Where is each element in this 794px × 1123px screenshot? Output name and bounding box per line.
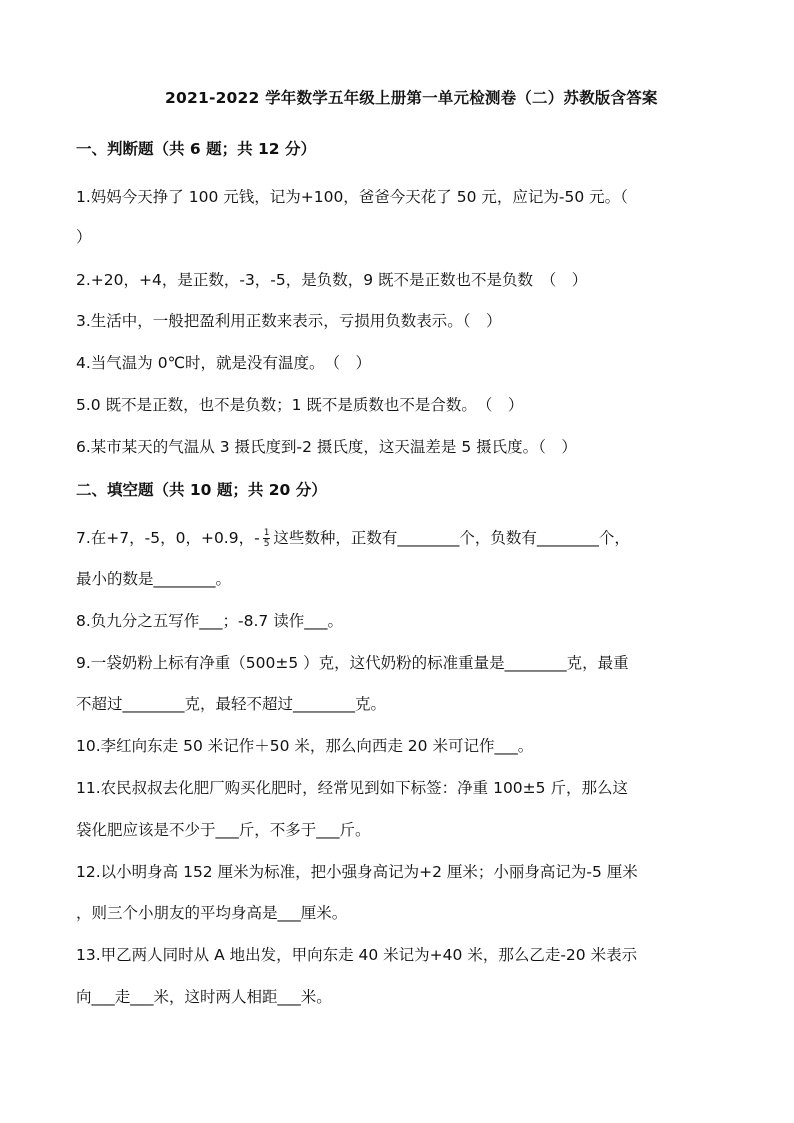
- question-13-line-1: 13.甲乙两人同时从 A 地出发，甲向东走 40 米记为+40 米，那么乙走-20 米表示: [76, 946, 638, 964]
- question-9-line-2: 不超过________克，最轻不超过________克。: [76, 695, 387, 713]
- question-6: 6.某市某天的气温从 3 摄氏度到-2 摄氏度，这天温差是 5 摄氏度。（ ）: [76, 438, 577, 456]
- question-8: 8.负九分之五写作___；-8.7 读作___。: [76, 612, 343, 630]
- question-7-text-a: 7.在+7，-5，0，+0.9，-: [76, 529, 260, 547]
- question-12-line-2: ，则三个小朋友的平均身高是___厘米。: [76, 904, 348, 922]
- question-1-line-2: ）: [76, 228, 92, 246]
- question-11-line-2: 袋化肥应该是不少于___斤，不多于___斤。: [76, 821, 371, 839]
- question-4: 4.当气温为 0℃时，就是没有温度。 （ ）: [76, 354, 371, 372]
- section-heading-judgment: 一、判断题（共 6 题；共 12 分）: [76, 140, 316, 158]
- question-9-line-1: 9.一袋奶粉上标有净重（500±5 ）克，这代奶粉的标准重量是________克，最重: [76, 654, 629, 672]
- question-11-line-1: 11.农民叔叔去化肥厂购买化肥时，经常见到如下标签：净重 100±5 斤，那么这: [76, 779, 628, 797]
- question-10: 10.李红向东走 50 米记作＋50 米，那么向西走 20 米可记作___。: [76, 737, 534, 755]
- page-title: 2021-2022 学年数学五年级上册第一单元检测卷（二）苏教版含答案: [165, 89, 658, 107]
- question-7-line-2: 最小的数是________。: [76, 570, 232, 588]
- question-7-text-b: 这些数种，正数有________个，负数有________个，: [273, 529, 630, 547]
- question-12-line-1: 12.以小明身高 152 厘米为标准，把小强身高记为+2 厘米；小丽身高记为-5 厘米: [76, 863, 638, 881]
- question-13-line-2: 向___走___米，这时两人相距___米。: [76, 988, 332, 1006]
- question-3: 3.生活中，一般把盈利用正数来表示，亏损用负数表示。（ ）: [76, 312, 502, 330]
- fraction-numerator: 1: [263, 528, 270, 538]
- question-2: 2.+20，+4，是正数，-3，-5，是负数，9 既不是正数也不是负数 （ ）: [76, 271, 588, 289]
- fraction-denominator: 5: [263, 539, 270, 549]
- question-7-line-1: [76, 528, 630, 549]
- question-1-line-1: 1.妈妈今天挣了 100 元钱，记为+100，爸爸今天花了 50 元，应记为-50 元。（: [76, 188, 628, 206]
- question-5: 5.0 既不是正数，也不是负数；1 既不是质数也不是合数。 （ ）: [76, 396, 524, 414]
- fraction-one-fifth: [263, 528, 271, 549]
- section-heading-fill-in: 二、填空题（共 10 题；共 20 分）: [76, 481, 327, 499]
